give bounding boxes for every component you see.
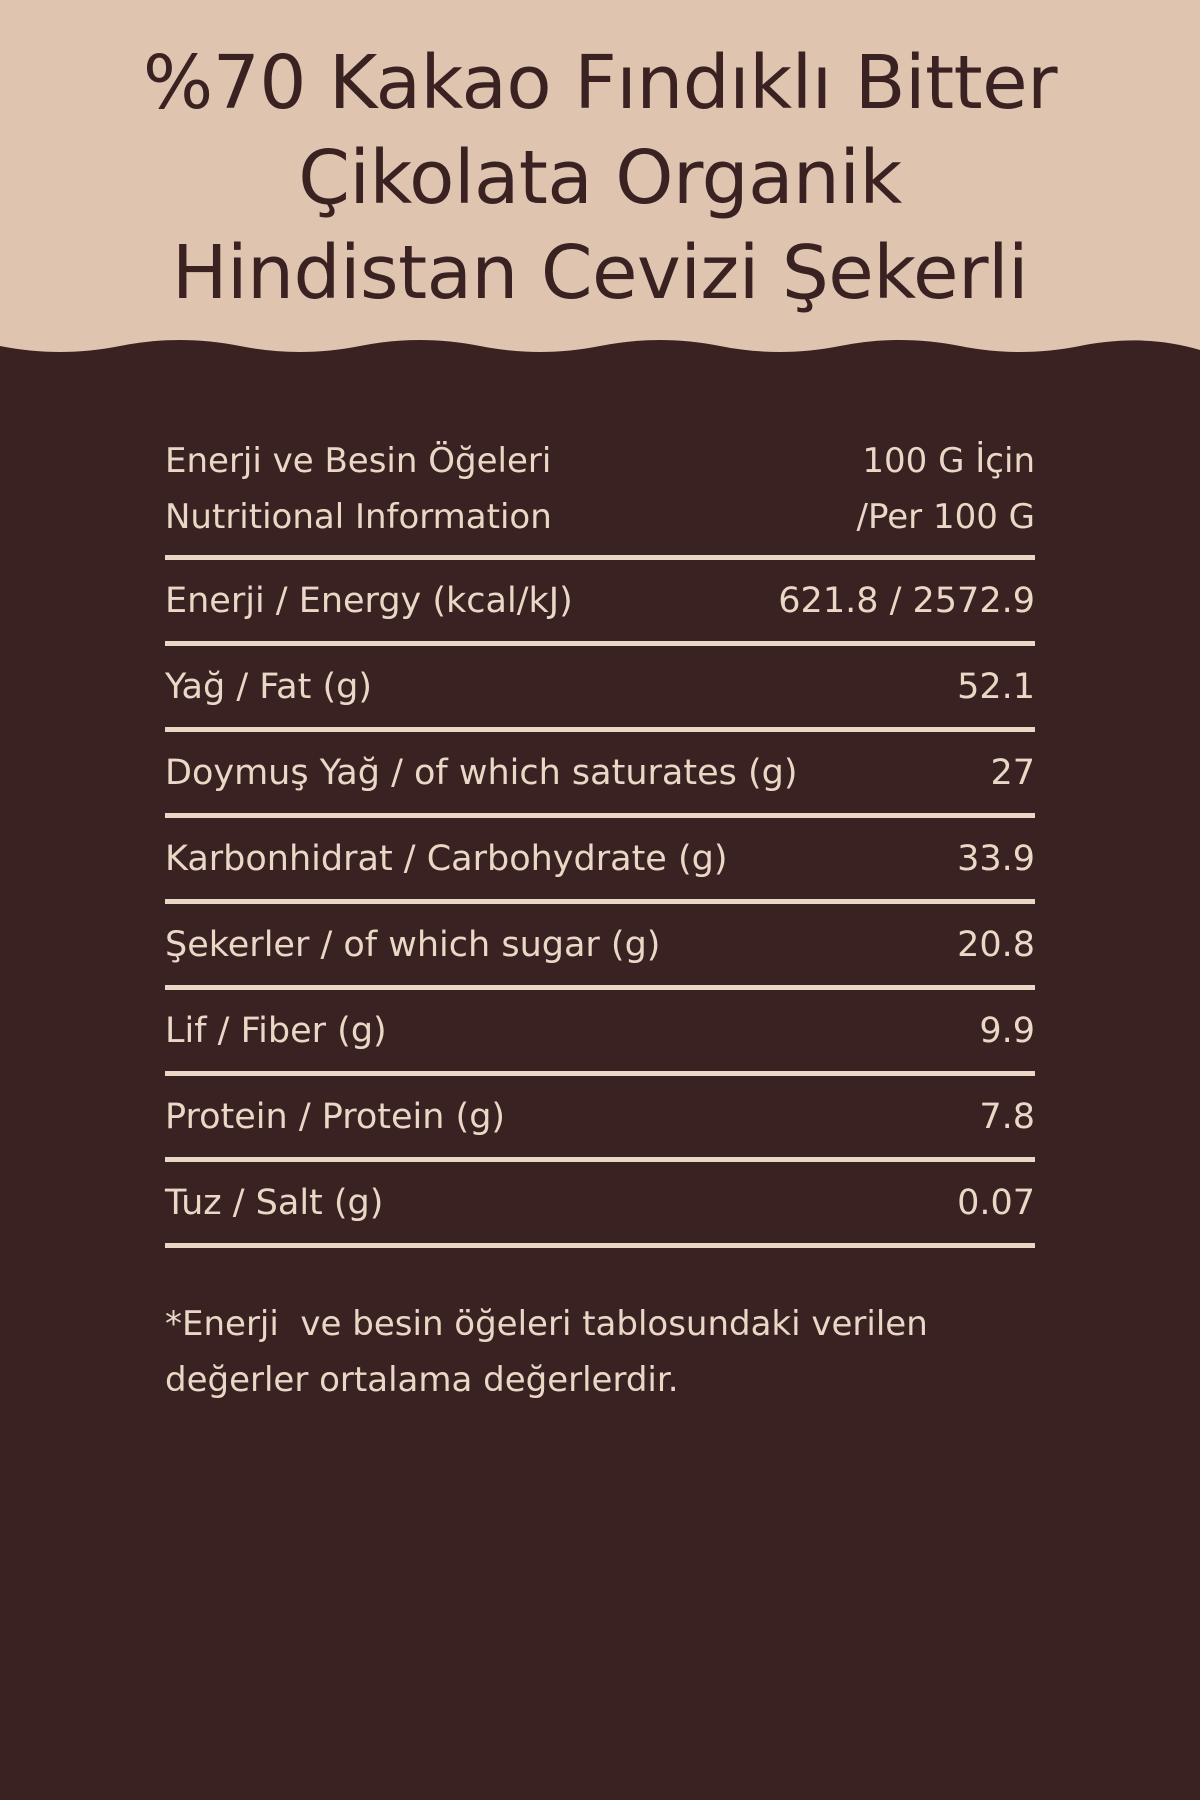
footnote [165, 1296, 1035, 1408]
row-value: 0.07 [957, 1182, 1035, 1223]
row-value: 621.8 / 2572.9 [778, 580, 1035, 621]
footnote-line-1: *Enerji ve besin öğeleri tablosundaki verilen [165, 1304, 928, 1344]
header-serving-en: /Per 100 G [856, 497, 1035, 537]
row-value: 9.9 [979, 1010, 1035, 1051]
header-banner [0, 0, 1200, 360]
title-line-1: %70 Kakao Fındıklı Bitter [142, 40, 1058, 126]
row-label: Karbonhidrat / Carbohydrate (g) [165, 838, 728, 879]
row-label: Yağ / Fat (g) [165, 666, 373, 707]
table-row-carbohydrate [165, 818, 1035, 904]
row-value: 33.9 [957, 838, 1035, 879]
table-row-fiber [165, 990, 1035, 1076]
table-header-serving [857, 433, 1036, 545]
table-row-energy [165, 560, 1035, 646]
row-value: 52.1 [957, 666, 1035, 707]
row-label: Şekerler / of which sugar (g) [165, 924, 661, 965]
row-label: Lif / Fiber (g) [165, 1010, 387, 1051]
title-line-3: Hindistan Cevizi Şekerli [171, 230, 1029, 316]
nutrition-table [165, 440, 1035, 1248]
title-line-2: Çikolata Organik [298, 135, 902, 221]
row-label: Protein / Protein (g) [165, 1096, 506, 1137]
table-row-salt [165, 1162, 1035, 1248]
product-title [0, 36, 1200, 321]
header-serving-tr: 100 G İçin [862, 441, 1035, 481]
table-row-fat [165, 646, 1035, 732]
table-row-sugar [165, 904, 1035, 990]
table-row-protein [165, 1076, 1035, 1162]
header-label-en: Nutritional Information [165, 497, 552, 537]
row-label: Doymuş Yağ / of which saturates (g) [165, 752, 798, 793]
row-label: Tuz / Salt (g) [165, 1182, 384, 1223]
row-value: 27 [990, 752, 1035, 793]
footnote-line-2: değerler ortalama değerlerdir. [165, 1360, 679, 1400]
row-label: Enerji / Energy (kcal/kJ) [165, 580, 573, 621]
row-value: 20.8 [957, 924, 1035, 965]
row-value: 7.8 [979, 1096, 1035, 1137]
table-header [165, 440, 1035, 560]
table-row-saturates [165, 732, 1035, 818]
table-header-label [165, 425, 552, 545]
header-label-tr: Enerji ve Besin Öğeleri [165, 441, 552, 481]
